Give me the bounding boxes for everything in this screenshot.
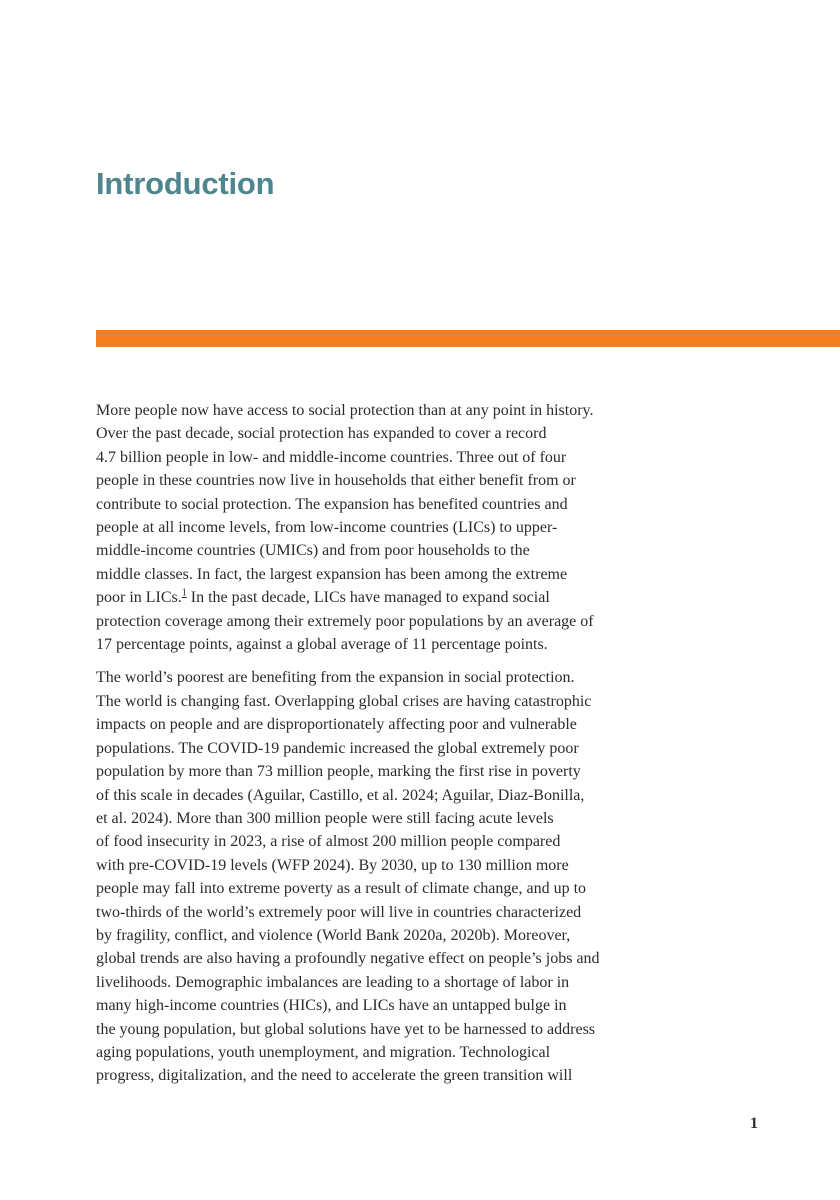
text-line: 17 percentage points, against a global average of 11 percentage points. (96, 636, 548, 654)
text-line: middle classes. In fact, the largest expansion has been among the extreme (96, 565, 568, 583)
text-line: populations. The COVID-19 pandemic increased the global extremely poor (96, 739, 579, 757)
text-line: population by more than 73 million people, marking the first rise in poverty (96, 763, 581, 781)
text-line: et al. 2024). More than 300 million people were still facing acute levels (96, 809, 554, 827)
text-line: impacts on people and are disproportionately affecting poor and vulnerable (96, 716, 577, 734)
text-line: More people now have access to social protection than at any point in history. (96, 402, 594, 419)
text-line: the young population, but global solutions have yet to be harnessed to address (96, 1020, 596, 1038)
text-line: global trends are also having a profoundly negative effect on people’s jobs and (96, 950, 600, 968)
paragraph-1 (96, 399, 636, 656)
text-line: people may fall into extreme poverty as a result of climate change, and up to (96, 880, 587, 898)
text-line: contribute to social protection. The expansion has benefited countries and (96, 495, 568, 513)
text-line: of this scale in decades (Aguilar, Castillo, et al. 2024; Aguilar, Diaz-Bonilla, (96, 786, 585, 804)
text-line: two-thirds of the world’s extremely poor will live in countries characterized (96, 903, 582, 921)
text-line: with pre-COVID-19 levels (WFP 2024). By 2030, up to 130 million more (96, 856, 569, 874)
text-line: 4.7 billion people in low- and middle-income countries. Three out of four (96, 448, 567, 466)
text-line: by fragility, conflict, and violence (World Bank 2020a, 2020b). Moreover, (96, 926, 571, 944)
text-line: people in these countries now live in households that either benefit from or (96, 472, 576, 490)
text-line: aging populations, youth unemployment, and migration. Technological (96, 1043, 551, 1061)
section-title: Introduction (96, 166, 275, 201)
text-line: livelihoods. Demographic imbalances are leading to a shortage of labor in (96, 973, 570, 991)
text-line: people at all income levels, from low-income countries (LICs) to upper- (96, 519, 558, 537)
text-line: Over the past decade, social protection has expanded to cover a record (96, 425, 547, 443)
text-line: The world is changing fast. Overlapping global crises are having catastrophic (96, 692, 592, 710)
text-line: of food insecurity in 2023, a rise of almost 200 million people compared (96, 833, 561, 851)
text-line: The world’s poorest are benefiting from the expansion in social protection. (96, 669, 575, 687)
page-number: 1 (750, 1115, 758, 1132)
body-text (96, 399, 636, 1098)
text-line: middle-income countries (UMICs) and from poor households to the (96, 542, 530, 560)
accent-rule (96, 330, 840, 347)
text-line: protection coverage among their extremely poor populations by an average of (96, 612, 594, 630)
text-line: poor in LICs.$^1$ In the past decade, LICs have managed to expand social (96, 587, 550, 607)
footnote-ref[interactable]: 1 (181, 587, 187, 599)
text-line: many high-income countries (HICs), and LICs have an untapped bulge in (96, 997, 567, 1015)
text-line: progress, digitalization, and the need to accelerate the green transition will (96, 1067, 573, 1085)
paragraph-2 (96, 666, 636, 1087)
